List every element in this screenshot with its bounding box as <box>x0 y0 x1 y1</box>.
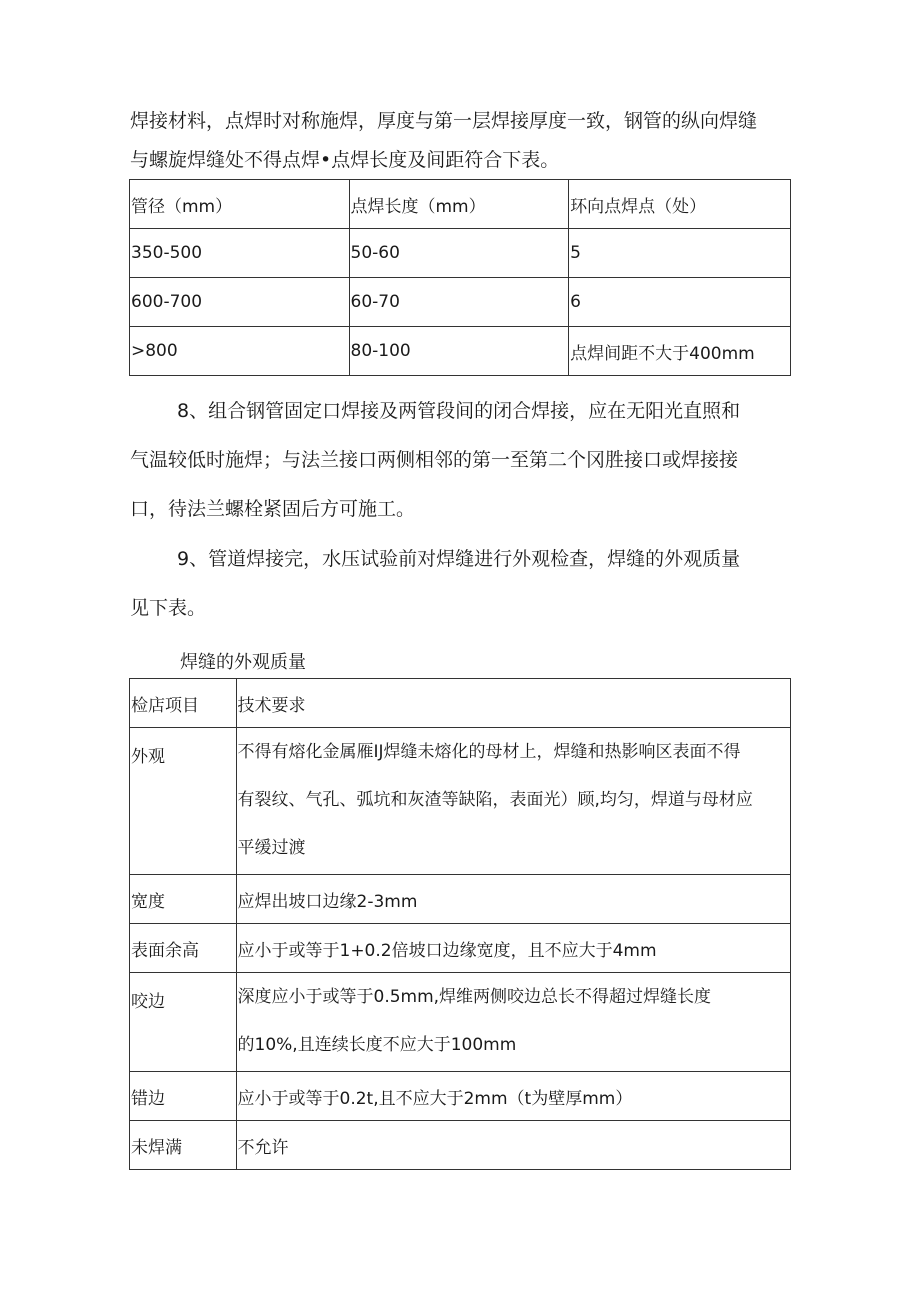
table-cell: 应小于或等于1+0.2倍坡口边缘宽度，且不应大于4mm <box>236 924 791 973</box>
text-line: 8、组合钢管固定口焊接及两管段间的闭合焊接，应在无阳光直照和 <box>177 400 741 422</box>
spot-weld-table <box>129 179 791 376</box>
table-row <box>130 229 791 278</box>
table-cell: 点焊间距不大于400mm <box>569 327 791 376</box>
table-row <box>130 728 791 875</box>
header-cell: 技术要求 <box>236 679 791 728</box>
paragraph-8 <box>130 396 800 543</box>
table-cell: 5 <box>569 229 791 278</box>
header-cell: 环向点焊点（处） <box>569 180 791 229</box>
text-line: 见下表。 <box>130 597 207 619</box>
table-row <box>130 1072 791 1121</box>
table-row <box>130 973 791 1072</box>
table-row <box>130 924 791 973</box>
table-cell: 不允许 <box>236 1121 791 1170</box>
text-line: 焊接材料，点焊时对称施焊，厚度与第一层焊接厚度一致，钢管的纵向焊缝 <box>130 110 758 132</box>
table-cell: 外观 <box>130 728 237 875</box>
table-cell: 600-700 <box>130 278 350 327</box>
cell-line: 的10%,且连续长度不应大于100mm <box>237 1035 517 1055</box>
table-row <box>130 1121 791 1170</box>
table-cell: >800 <box>130 327 350 376</box>
table-cell: 80-100 <box>349 327 569 376</box>
table-cell: 咬边 <box>130 973 237 1072</box>
table-row <box>130 278 791 327</box>
cell-line: 有裂纹、气孔、弧坑和灰渣等缺陷，表面光）顾,均匀，焊道与母材应 <box>237 790 753 810</box>
table-caption: 焊缝的外观质量 <box>180 652 306 673</box>
cell-line: 不得有熔化金属雁IJ焊缝未熔化的母材上，焊缝和热影响区表面不得 <box>237 742 741 762</box>
header-cell: 管径（mm） <box>130 180 350 229</box>
table-cell: 表面余高 <box>130 924 237 973</box>
text-line: 与螺旋焊缝处不得点焊•点焊长度及间距符合下表。 <box>130 149 560 171</box>
table-header-row <box>130 679 791 728</box>
text-line: 气温较低时施焊；与法兰接口两侧相邻的第一至第二个冈胜接口或焊接接 <box>130 449 739 471</box>
table-cell: 350-500 <box>130 229 350 278</box>
table-cell: 50-60 <box>349 229 569 278</box>
table-cell <box>236 728 791 875</box>
table-cell: 宽度 <box>130 875 237 924</box>
table-row <box>130 875 791 924</box>
weld-quality-table <box>129 678 791 1170</box>
header-cell: 点焊长度（mm） <box>349 180 569 229</box>
table-cell: 应焊出坡口边缘2-3mm <box>236 875 791 924</box>
table-cell: 错边 <box>130 1072 237 1121</box>
table-row <box>130 327 791 376</box>
text-line: 口，待法兰螺栓紧固后方可施工。 <box>130 498 416 520</box>
table-cell: 60-70 <box>349 278 569 327</box>
paragraph-9 <box>130 544 800 642</box>
cell-line: 平缓过渡 <box>237 838 306 858</box>
table-cell: 未焊满 <box>130 1121 237 1170</box>
table-cell <box>236 973 791 1072</box>
text-line: 9、管道焊接完，水压试验前对焊缝进行外观检查，焊缝的外观质量 <box>177 548 741 570</box>
header-cell: 检店项目 <box>130 679 237 728</box>
table-cell: 6 <box>569 278 791 327</box>
cell-line: 深度应小于或等于0.5mm,焊维两侧咬边总长不得超过焊缝长度 <box>237 987 712 1007</box>
table-header-row <box>130 180 791 229</box>
table-cell: 应小于或等于0.2t,且不应大于2mm（t为壁厚mm） <box>236 1072 791 1121</box>
